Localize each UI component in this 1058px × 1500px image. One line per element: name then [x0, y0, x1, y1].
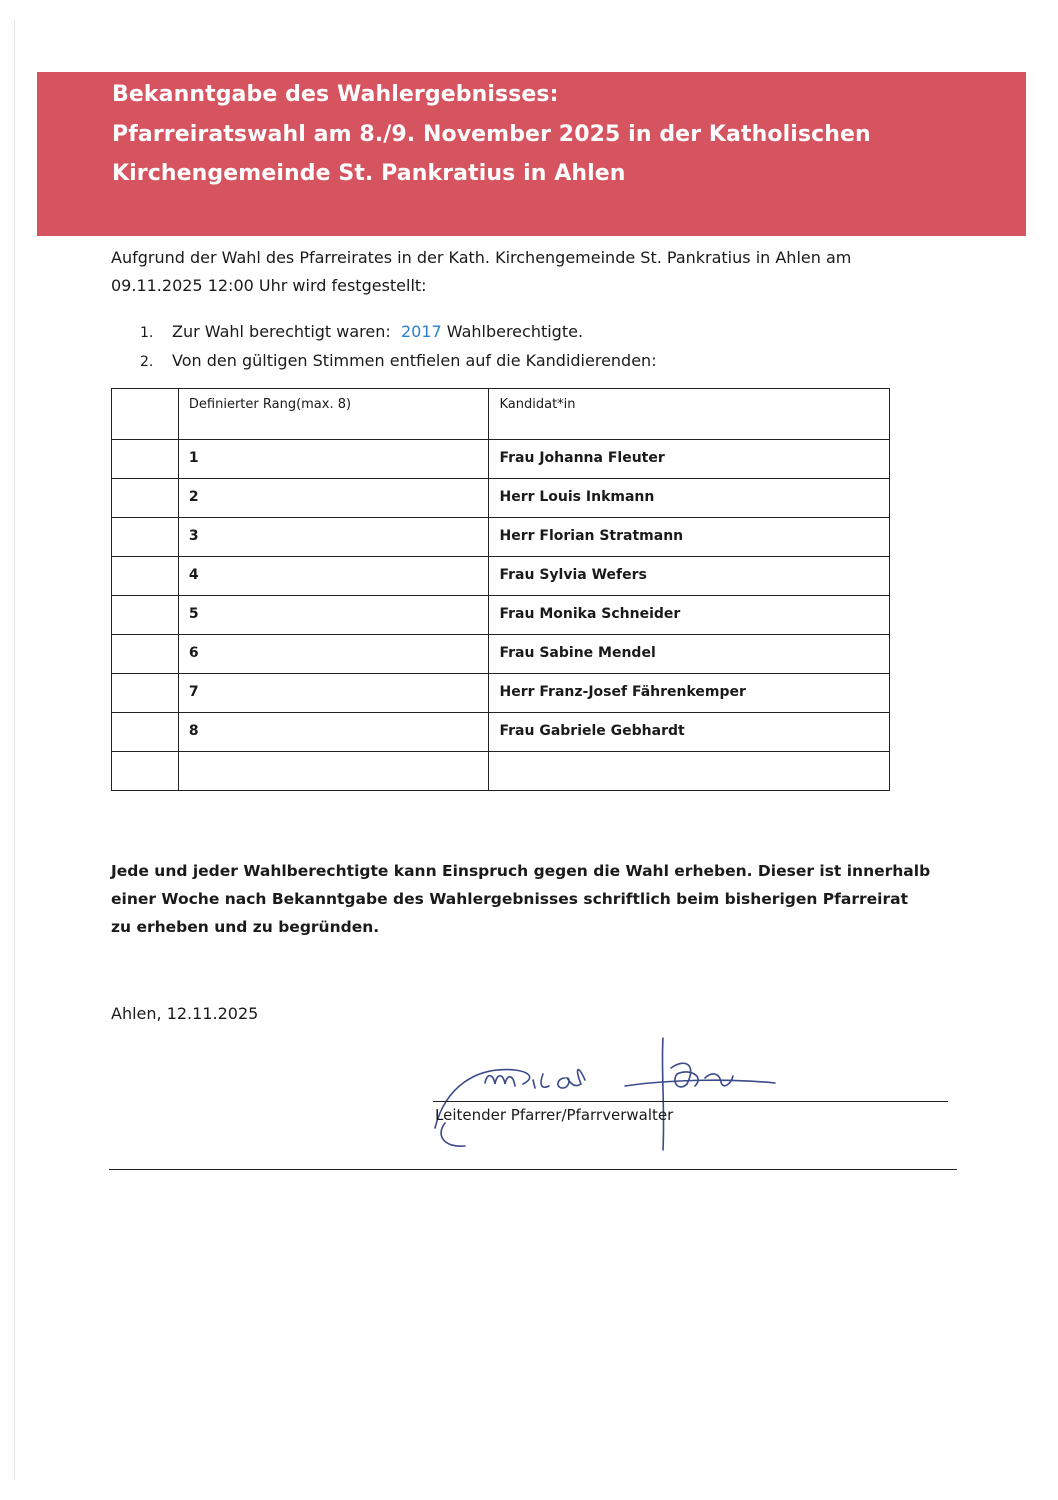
rank-cell: 7	[178, 674, 489, 713]
rank-cell: 4	[178, 557, 489, 596]
table-cell	[112, 479, 179, 518]
header-cell-empty	[112, 389, 179, 440]
list-item-eligible	[140, 318, 657, 347]
signature-line	[433, 1101, 948, 1102]
candidate-cell: Frau Johanna Fleuter	[489, 440, 890, 479]
rank-cell: 1	[178, 440, 489, 479]
banner-subtitle-line-2: Kirchengemeinde St. Pankratius in Ahlen	[112, 161, 626, 186]
objection-notice: Jede und jeder Wahlberechtigte kann Einspruch gegen die Wahl erheben. Dieser ist innerhalb einer Woche nach Bekanntgabe des Wahlergebnisses schriftlich beim bisherigen Pfarreirat zu erheben und zu begründen.	[111, 862, 931, 936]
candidate-cell: Frau Gabriele Gebhardt	[489, 713, 890, 752]
rank-cell	[178, 752, 489, 791]
signature-label: Leitender Pfarrer/Pfarrverwalter	[435, 1106, 674, 1124]
table-cell	[112, 752, 179, 791]
banner-subtitle-line-1: Pfarreiratswahl am 8./9. November 2025 in der Katholischen	[112, 122, 871, 147]
table-header-row	[112, 389, 890, 440]
eligible-count: 2017	[400, 322, 442, 341]
candidate-cell: Herr Franz-Josef Fährenkemper	[489, 674, 890, 713]
candidate-cell: Frau Sylvia Wefers	[489, 557, 890, 596]
rank-cell: 2	[178, 479, 489, 518]
table-row	[112, 713, 890, 752]
table-cell	[112, 557, 179, 596]
candidate-cell	[489, 752, 890, 791]
eligible-label: Zur Wahl berechtigt waren:	[172, 322, 391, 341]
rank-cell: 3	[178, 518, 489, 557]
handwritten-signature	[425, 1028, 785, 1158]
place-date: Ahlen, 12.11.2025	[111, 1004, 259, 1023]
list-item-votes	[140, 347, 657, 376]
candidate-cell: Herr Florian Stratmann	[489, 518, 890, 557]
banner-title: Bekanntgabe des Wahlergebnisses:	[112, 82, 559, 107]
rank-cell: 8	[178, 713, 489, 752]
table-cell	[112, 713, 179, 752]
table-cell	[112, 440, 179, 479]
bottom-rule	[109, 1169, 957, 1170]
intro-paragraph: Aufgrund der Wahl des Pfarreirates in der Kath. Kirchengemeinde St. Pankratius in Ahlen am 09.11.2025 12:00 Uhr wird festgestellt:	[111, 248, 852, 295]
table-row	[112, 479, 890, 518]
rank-cell: 5	[178, 596, 489, 635]
table-row	[112, 752, 890, 791]
table-row	[112, 635, 890, 674]
table-row	[112, 440, 890, 479]
table-row	[112, 518, 890, 557]
table-cell	[112, 518, 179, 557]
votes-label: Von den gültigen Stimmen entfielen auf die Kandidierenden:	[172, 351, 657, 370]
table-cell	[112, 596, 179, 635]
table-cell	[112, 674, 179, 713]
header-cell-rank: Definierter Rang(max. 8)	[178, 389, 489, 440]
list-number: 2.	[140, 354, 154, 370]
table-row	[112, 674, 890, 713]
scan-edge	[14, 20, 15, 1480]
table-cell	[112, 635, 179, 674]
header-banner	[37, 72, 1026, 236]
table-row	[112, 596, 890, 635]
table-row	[112, 557, 890, 596]
candidate-cell: Frau Sabine Mendel	[489, 635, 890, 674]
results-table	[111, 388, 890, 791]
eligible-suffix: Wahlberechtigte.	[446, 322, 584, 341]
candidate-cell: Herr Louis Inkmann	[489, 479, 890, 518]
rank-cell: 6	[178, 635, 489, 674]
numbered-list	[140, 318, 657, 376]
candidate-cell: Frau Monika Schneider	[489, 596, 890, 635]
header-cell-candidate: Kandidat*in	[489, 389, 890, 440]
list-number: 1.	[140, 325, 154, 341]
